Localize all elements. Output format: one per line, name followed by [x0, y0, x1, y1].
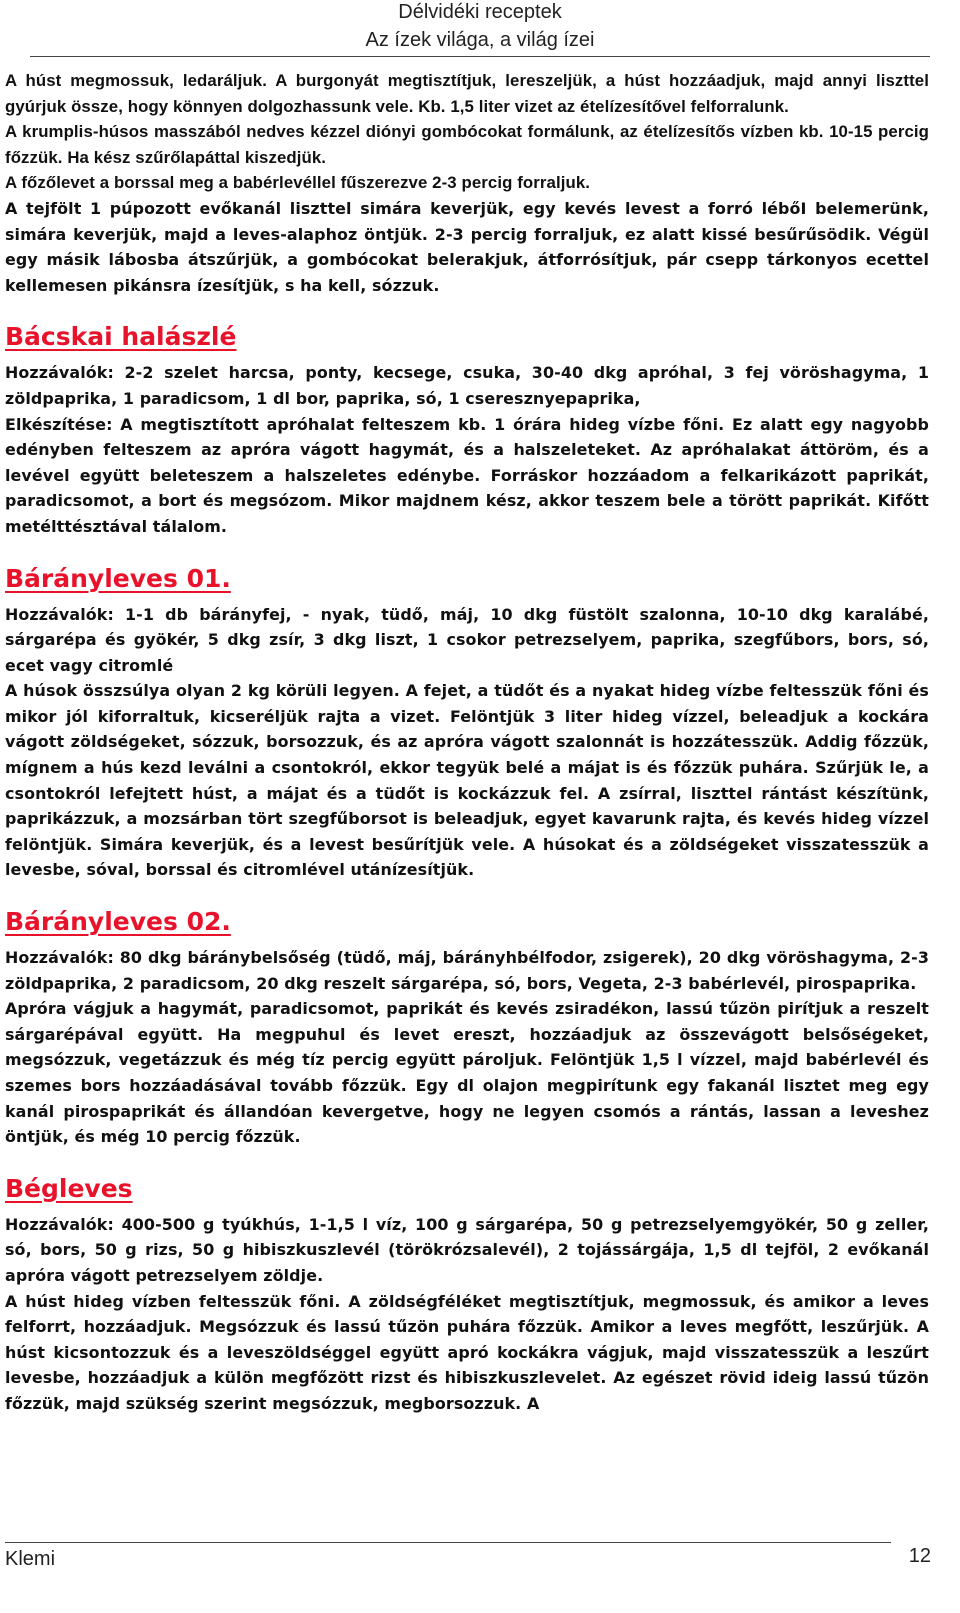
intro-paragraph: A húst megmossuk, ledaráljuk. A burgonyát megtisztítjuk, lereszeljük, a húst hozzáadjuk, majd annyi liszttel gyúrjuk össze, hogy könnyen dolgozhassunk vele. Kb. 1,5 liter vizet az ételízesítővel felforralunk. — [5, 71, 929, 116]
footer-author: Klemi — [5, 1548, 56, 1570]
recipe-baranyleves-01 — [5, 562, 929, 884]
recipe-bacskai-halaszle — [5, 320, 929, 539]
recipe-begleves — [5, 1172, 929, 1417]
recipe-title: Bárányleves 02. — [5, 907, 231, 937]
intro-paragraph: A főzőlevet a borssal meg a babérlevéllel fűszerezve 2-3 percig forraljuk. — [5, 173, 591, 193]
recipe-instructions: A húsok összsúlya olyan 2 kg körüli legyen. A fejet, a tüdőt és a nyakat hideg vízbe feltesszük főni és mikor jól kiforraltuk, kicseréljük rajta a vizet. Felöntjük 3 liter hideg vízzel, beleadjuk a kockára vágott zöldségeket, sózzuk, borsozzuk, és az apróra vágott szalonnát is hozzátesszük. Addig főzzük, mígnem a hús kezd leválni a csontokról, ekkor tegyük belé a májat is és főzzük puhára. Szűrjük le, a csontokról lefejtett húst, a májat és a tüdőt is kockázzuk fel. A zsírral, liszttel rántást készítünk, paprikázzuk, a mozsárban tört szegfűborsot is beleadjuk, egyet kavarunk rajta, és kevés hideg vízzel felöntjük. Simára keverjük, és a levest besűrítjük vele. A húsokat és a zöldségeket visszatesszük a levesbe, sóval, borssal és citromlével utánízesítjük. — [5, 681, 929, 880]
header-subtitle: Az ízek világa, a világ ízei — [365, 29, 595, 51]
footer-divider — [5, 1542, 891, 1543]
recipe-title: Bácskai halászlé — [5, 322, 237, 352]
recipe-ingredients: Hozzávalók: 400-500 g tyúkhús, 1-1,5 l víz, 100 g sárgarépa, 50 g petrezselyemgyökér, 50 g zeller, só, bors, 50 g rizs, 50 g hibiszkuszlevél (törökrózsalevél), 2 tojássárgája, 1,5 dl tejföl, 2 evőkanál apróra vágott petrezselyem zöldje. — [5, 1214, 929, 1285]
recipe-title: Bárányleves 01. — [5, 563, 231, 593]
recipe-ingredients: Hozzávalók: 2-2 szelet harcsa, ponty, kecsege, csuka, 30-40 dkg apróhal, 3 fej vöröshagyma, 1 zöldpaprika, 1 paradicsom, 1 dl bor, paprika, só, 1 cseresznyepaprika, — [5, 363, 929, 408]
recipe-instructions: A húst hideg vízben feltesszük főni. A zöldségféléket megtisztítjuk, megmossuk, és amikor a leves felforrt, hozzáadjuk. Megsózzuk és lassú tűzön puhára főzzük. Amikor a leves megfőtt, leszűrjük. A húst kicsontozzuk és a leveszöldséggel együtt apró kockákra vágjuk, majd visszatesszük a leszűrt levesbe, hozzáadjuk a külön megfőzött rizst és hibiszkuszlevelet. Az egészet rövid ideig lassú tűzön főzzük, majd szükség szerint megsózzuk, megborsozzuk. A — [5, 1291, 929, 1413]
intro-section — [5, 68, 929, 298]
intro-paragraph: A tejfölt 1 púpozott evőkanál liszttel simára keverjük, egy kevés levest a forró lébőI belemerünk, simára keverjük, majd a leves-alaphoz öntjük. 2-3 percig forraljuk, ez alatt kissé besűrűsödik. Végül egy másik lábosba átszűrjük, a gombócokat belerakjuk, átforrósítjuk, pár csepp tárkonyos ecettel kellemesen pikánsra ízesítjük, s ha kell, sózzuk. — [5, 198, 929, 295]
recipe-baranyleves-02 — [5, 905, 929, 1150]
recipe-instructions: Elkészítése: A megtisztított apróhalat felteszem kb. 1 órára hideg vízbe főni. Ez alatt egy nagyobb edényben felteszem az apróra vágott hagymát, és a halszeleteket. Az apróhalakat áttöröm, és a levével együtt beleteszem a halszeletes edénybe. Forráskor hozzáadom a felkarikázott paprikát, paradicsomot, a bort és megsózom. Mikor majdnem kész, akkor teszem bele a törött paprikát. Kifőtt metélttésztával tálalom. — [5, 414, 929, 536]
page-number: 12 — [908, 1545, 931, 1567]
recipe-instructions: Apróra vágjuk a hagymát, paradicsomot, paprikát és kevés zsiradékon, lassú tűzön pirítjuk a reszelt sárgarépával együtt. Ha megpuhul és levet ereszt, hozzáadjuk az összevágott belsőségeket, megsózzuk, vegetázzuk és még tíz percig együtt pároljuk. Felöntjük 1,5 l vízzel, majd babérlevél és szemes bors hozzáadásával tovább főzzük. Egy dl olajon megpirítunk egy fakanál lisztet meg egy kanál pirospaprikát és állandóan kevergetve, hogy ne legyen csomós a rántás, lassan a leveshez öntjük, és még 10 percig főzzük. — [5, 999, 929, 1147]
document-body — [5, 68, 929, 1417]
page-footer — [0, 1540, 960, 1613]
header-divider — [30, 56, 930, 57]
header-title: Délvidéki receptek — [398, 1, 562, 23]
recipe-title: Bégleves — [5, 1173, 133, 1203]
intro-paragraph: A krumplis-húsos masszából nedves kézzel diónyi gombócokat formálunk, az ételízesítős vízben kb. 10-15 percig főzzük. Ha kész szűrőlapáttal kiszedjük. — [5, 122, 929, 167]
recipe-ingredients: Hozzávalók: 80 dkg báránybelsőség (tüdő, máj, bárányhbélfodor, zsigerek), 20 dkg vöröshagyma, 2-3 zöldpaprika, 2 paradicsom, 20 dkg reszelt sárgarépa, só, bors, Vegeta, 2-3 babérlevél, pirospaprika. — [5, 948, 929, 993]
page-header — [0, 0, 960, 58]
recipe-ingredients: Hozzávalók: 1-1 db bárányfej, - nyak, tüdő, máj, 10 dkg füstölt szalonna, 10-10 dkg karalábé, sárgarépa és gyökér, 5 dkg zsír, 3 dkg liszt, 1 csokor petrezselyem, paprika, szegfűbors, bors, só, ecet vagy citromlé — [5, 604, 929, 675]
